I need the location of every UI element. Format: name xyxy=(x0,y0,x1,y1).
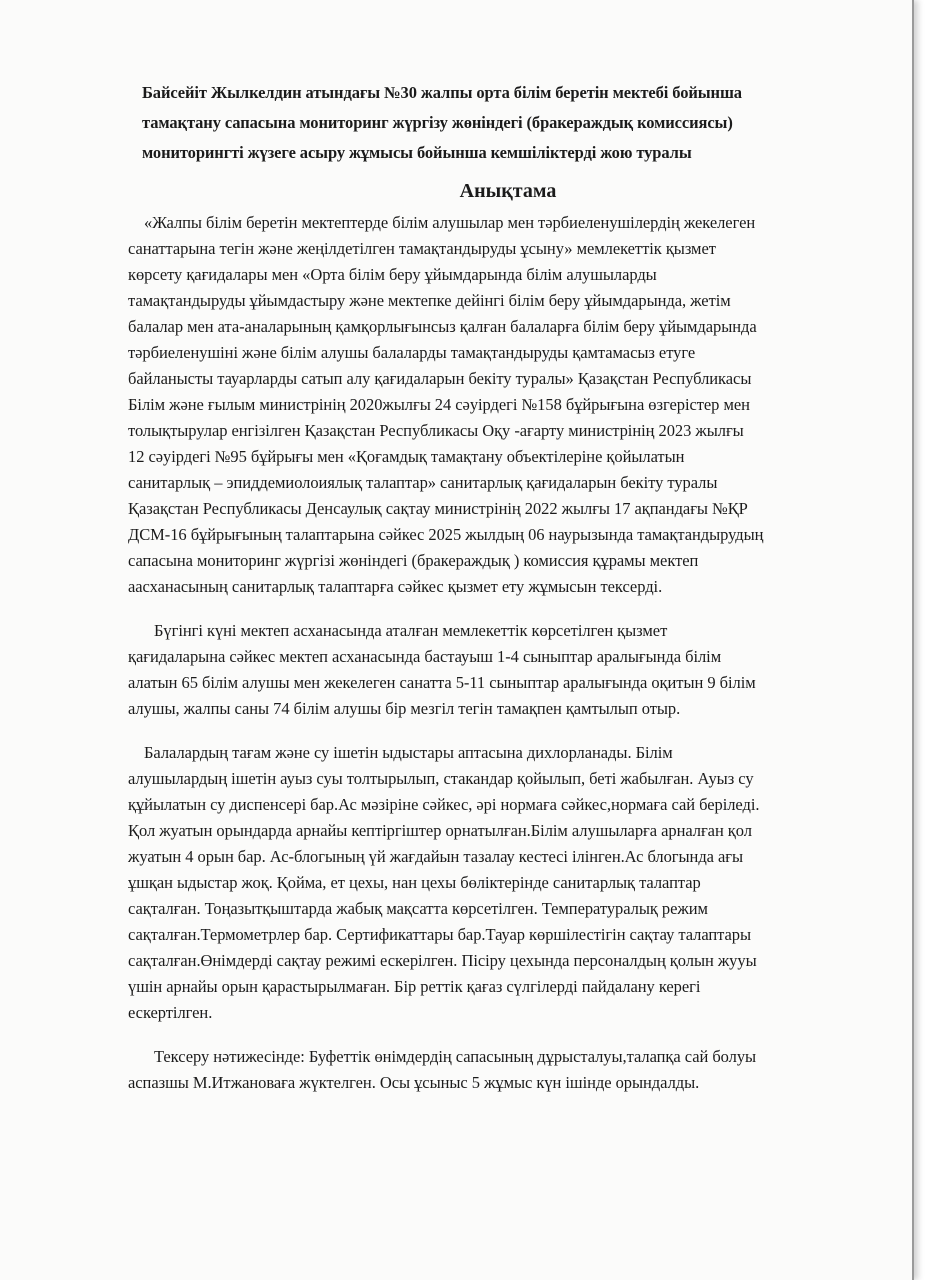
paragraph-conclusion xyxy=(128,1044,868,1096)
paragraph-line: толықтырулар енгізілген Қазақстан Республикасы Оқу -ағарту министрінің 2023 жылғы xyxy=(128,421,744,440)
paragraph-line: жуатын 4 орын бар. Ас-блогының үй жағдайын тазалау кестесі ілінген.Ас блогында ағы xyxy=(128,847,744,866)
document-body xyxy=(128,78,868,1096)
paragraph-line: санаттарына тегін және жеңілдетілген тамақтандыруды ұсыну» мемлекеттік қызмет xyxy=(128,239,716,258)
paragraph-line: тамақтандыруды ұйымдастыру және мектепке дейінгі білім беру ұйымдарында, жетім xyxy=(128,291,731,310)
paragraph-line: сапасына мониторинг жүргізі жөніндегі (бракераждық ) комиссия құрамы мектеп xyxy=(128,551,699,570)
paragraph-line: көрсету қағидалары мен «Орта білім беру ұйымдарында білім алушыларды xyxy=(128,265,657,284)
paragraph-line: алушылардың ішетін ауыз суы толтырылып, стакандар қойылып, беті жабылған. Ауыз су xyxy=(128,769,754,788)
paragraph-legal-basis xyxy=(128,210,868,600)
paragraph-line: Қол жуатын орындарда арнайы кептіргіштер орнатылған.Білім алушыларға арналған қол xyxy=(128,821,752,840)
paragraph-line: Балалардың тағам және су ішетін ыдыстары аптасына дихлорланады. Білім xyxy=(144,743,673,762)
paragraph-line: ескертілген. xyxy=(128,1003,213,1022)
paragraph-line: Білім және ғылым министрінің 2020жылғы 24 сәуірдегі №158 бұйрығына өзгерістер мен xyxy=(128,395,750,414)
document-heading xyxy=(142,78,868,168)
paragraph-line: санитарлық – эпиддемиолоиялық талаптар» санитарлық қағидаларын бекіту туралы xyxy=(128,473,718,492)
paragraph-line: «Жалпы білім беретін мектептерде білім алушылар мен тәрбиеленушілердің жекелеген xyxy=(144,213,756,232)
paragraph-line: 12 сәуірдегі №95 бұйрығы мен «Қоғамдық тамақтану объектілеріне қойылатын xyxy=(128,447,685,466)
paragraph-line: ұшқан ыдыстар жоқ. Қойма, ет цехы, нан цехы бөліктерінде санитарлық талаптар xyxy=(128,873,701,892)
paragraph-line: ДСМ-16 бұйрығының талаптарына сәйкес 2025 жылдың 06 наурызында тамақтандырудың xyxy=(128,525,764,544)
paragraph-line: сақталған. Тоңазытқыштарда жабық мақсатта көрсетілген. Температуралық режим xyxy=(128,899,708,918)
paragraph-line: сақталған.Термометрлер бар. Сертификаттары бар.Тауар көршілестігін сақтау талаптары xyxy=(128,925,752,944)
document-title: Анықтама xyxy=(459,180,557,202)
heading-line: мониторингті жүзеге асыру жұмысы бойынша кемшіліктерді жою туралы xyxy=(142,143,692,162)
paragraph-line: аасханасының санитарлық талаптарға сәйкес қызмет ету жұмысын тексерді. xyxy=(128,577,663,596)
paragraph-line: балалар мен ата-аналарының қамқорлығынсыз қалған балаларға білім беру ұйымдарында xyxy=(128,317,757,336)
paragraph-line: қағидаларына сәйкес мектеп асханасында бастауыш 1-4 сыныптар аралығында білім xyxy=(128,647,722,666)
paragraph-line: байланысты тауарларды сатып алу қағидаларын бекіту туралы» Қазақстан Республикасы xyxy=(128,369,752,388)
paragraph-line: құйылатын су диспенсері бар.Ас мәзіріне сәйкес, әрі нормаға сәйкес,нормаға сай беріледі. xyxy=(128,795,760,814)
paragraph-line: үшін арнайы орын қарастырылмаған. Бір реттік қағаз сүлгілерді пайдалану керегі xyxy=(128,977,701,996)
paragraph-line: Тексеру нәтижесінде: Буфеттік өнімдердің сапасының дұрысталуы,талапқа сай болуы xyxy=(154,1047,757,1066)
paragraph-line: алатын 65 білім алушы мен жекелеген санатта 5-11 сыныптар аралығында оқитын 9 білім xyxy=(128,673,756,692)
heading-line: тамақтану сапасына мониторинг жүргізу жөніндегі (бракераждық комиссиясы) xyxy=(142,113,733,132)
paragraph-line: сақталған.Өнімдерді сақтау режимі ескерілген. Пісіру цехында персоналдың қолын жууы xyxy=(128,951,757,970)
paragraph-line: алушы, жалпы саны 74 білім алушы бір мезгіл тегін тамақпен қамтылып отыр. xyxy=(128,699,681,718)
paragraph-line: Бүгінгі күні мектеп асханасында аталған мемлекеттік көрсетілген қызмет xyxy=(154,621,668,640)
heading-line: Байсейіт Жылкелдин атындағы №30 жалпы орта білім беретін мектебі бойынша xyxy=(142,83,742,102)
paragraph-line: тәрбиеленушіні және білім алушы балаларды тамақтандыруды қамтамасыз етуге xyxy=(128,343,696,362)
paragraph-line: аспазшы М.Итжановаға жүктелген. Осы ұсыныс 5 жұмыс күн ішінде орындалды. xyxy=(128,1073,700,1092)
paragraph-inspection-findings xyxy=(128,740,868,1026)
paragraph-current-status xyxy=(128,618,868,722)
paragraph-line: Қазақстан Республикасы Денсаулық сақтау министрінің 2022 жылғы 17 ақпандағы №ҚР xyxy=(128,499,748,518)
